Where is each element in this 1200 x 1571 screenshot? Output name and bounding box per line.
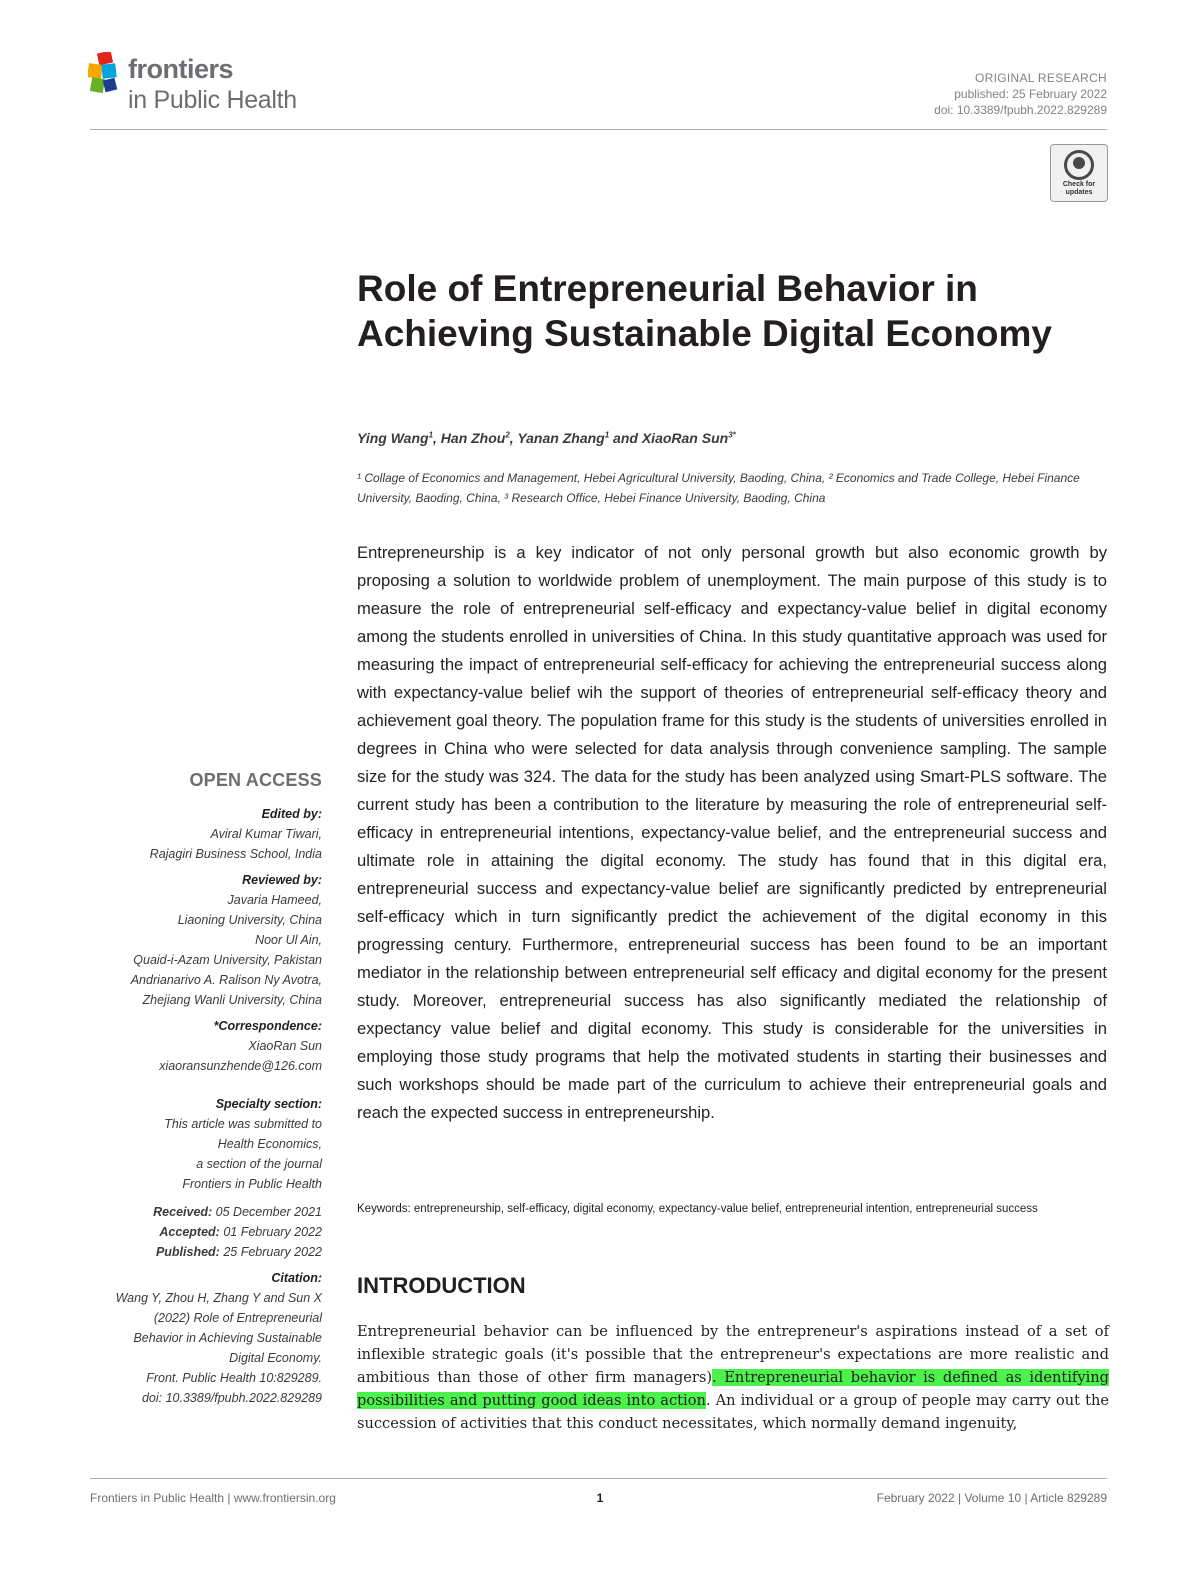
check-for-updates-badge[interactable] bbox=[1050, 144, 1108, 202]
citation-line: Wang Y, Zhou H, Zhang Y and Sun X bbox=[115, 1291, 322, 1305]
published-label: Published: bbox=[155, 1245, 220, 1259]
author-name[interactable]: Yanan Zhang bbox=[517, 430, 605, 446]
correspondence-email[interactable]: xiaoransunzhende@126.com bbox=[159, 1059, 322, 1073]
author-name[interactable]: XiaoRan Sun bbox=[641, 430, 729, 446]
logo-block bbox=[88, 63, 103, 79]
footer-divider bbox=[90, 1478, 1107, 1479]
article-info-sidebar bbox=[90, 770, 322, 1408]
author-separator: , bbox=[433, 430, 441, 446]
doi-link[interactable]: doi: 10.3389/fpubh.2022.829289 bbox=[934, 103, 1107, 117]
specialty-line: This article was submitted to bbox=[164, 1117, 322, 1131]
affiliations: ¹ Collage of Economics and Management, Hebei Agricultural University, Baoding, China, ² Economics and Trade College, Hebei Finance University, Baoding, China, ³ Research Office, Hebei Finance University, Baoding, China bbox=[357, 471, 1080, 505]
keywords-list: entrepreneurship, self-efficacy, digital economy, expectancy-value belief, entrepreneurial intention, entrepreneurial success bbox=[410, 1203, 1038, 1215]
reviewer-line: Javaria Hameed, bbox=[227, 893, 322, 907]
reviewed-by-label: Reviewed by: bbox=[242, 873, 322, 887]
keywords-label: Keywords: bbox=[357, 1203, 411, 1215]
abstract: Entrepreneurship is a key indicator of not only personal growth but also economic growth by proposing a solution to worldwide problem of unemployment. The main purpose of this study is to measure the role of entrepreneurial self-efficacy and expectancy-value belief in digital economy among the students enrolled in universities of China. In this study quantitative approach was used for measuring the impact of entrepreneurial self-efficacy for achieving the entrepreneurial success along with expectancy-value belief wih the support of theories of entrepreneurial self-efficacy theory and achievement goal theory. The population frame for this study is the students of universities enrolled in degrees in China who were selected for data analysis through convenience sampling. The sample size for the study was 324. The data for the study has been analyzed using Smart-PLS software. The current study has been a contribution to the literature by measuring the role of entrepreneurial self-efficacy in entrepreneurial intentions, expectancy-value belief, and the entrepreneurial success and ultimate role in attaining the digital economy. The study has found that in this digital era, entrepreneurial success and expectancy-value belief are significantly predicted by entrepreneurial self-efficacy which in turn significantly predict the achievement of the digital economy in this progressing century. Furthermore, entrepreneurial success has been found to be an important mediator in the relationship between entrepreneurial self efficacy and digital economy for the present study. Moreover, entrepreneurial success has also significantly mediated the relationship of expectancy value belief and digital economy. This study is considerable for the universities in employing those study programs that help the motivated students in starting their businesses and such workshops should be made part of the curriculum to achieve their entrepreneurial goals and reach the expected success in entrepreneurship. bbox=[357, 543, 1107, 1122]
keywords bbox=[357, 1199, 1109, 1219]
published-date: published: 25 February 2022 bbox=[954, 87, 1107, 101]
citation-doi[interactable]: doi: 10.3389/fpubh.2022.829289 bbox=[141, 1391, 322, 1405]
journal-logo bbox=[88, 50, 348, 120]
reviewer-line: Zhejiang Wanli University, China bbox=[142, 993, 322, 1007]
correspondence-name: XiaoRan Sun bbox=[248, 1039, 322, 1053]
frontiers-logo-icon bbox=[88, 52, 126, 98]
intro-text-continued: . An individual or a group of people may carry out the succession of activities that this conduct necessitates, which normally demand ingenuity, bbox=[357, 1392, 1109, 1432]
logo-block bbox=[97, 52, 113, 65]
badge-line2: updates bbox=[1065, 189, 1093, 196]
logo-block bbox=[101, 63, 116, 78]
article-meta-header bbox=[934, 70, 1107, 118]
specialty-section-label: Specialty section: bbox=[215, 1097, 322, 1111]
footer-issue-info: February 2022 | Volume 10 | Article 829289 bbox=[876, 1491, 1107, 1505]
reviewer-line: Noor Ul Ain, bbox=[255, 933, 322, 947]
accepted-value: 01 February 2022 bbox=[219, 1225, 322, 1239]
logo-wordmark: frontiers bbox=[128, 54, 234, 84]
citation-line: Front. Public Health 10:829289. bbox=[146, 1371, 322, 1385]
author-separator: and bbox=[609, 430, 642, 446]
header-divider bbox=[90, 129, 1107, 130]
author-name[interactable]: Han Zhou bbox=[440, 430, 506, 446]
published-value: 25 February 2022 bbox=[219, 1245, 322, 1259]
highlighted-text[interactable]: . Entrepreneurial behavior is defined as identifying possibilities and putting good ideas into action bbox=[357, 1369, 1109, 1409]
accepted-label: Accepted: bbox=[159, 1225, 220, 1239]
editor-name: Aviral Kumar Tiwari, bbox=[210, 827, 322, 841]
citation-line: (2022) Role of Entrepreneurial bbox=[153, 1311, 322, 1325]
received-label: Received: bbox=[153, 1205, 213, 1219]
received-value: 05 December 2021 bbox=[212, 1205, 322, 1219]
reviewer-line: Quaid-i-Azam University, Pakistan bbox=[133, 953, 322, 967]
editor-affil: Rajagiri Business School, India bbox=[149, 847, 322, 861]
published-date-sidebar bbox=[90, 1242, 322, 1262]
intro-text: Entrepreneurial behavior can be influenced by the entrepreneur's aspirations instead of a set of inflexible strategic goals (it's possible that the entrepreneur's expectations are more realistic and ambitious than those of other firm managers) bbox=[357, 1323, 1109, 1386]
logo-block bbox=[90, 77, 105, 93]
reviewer-line: Liaoning University, China bbox=[177, 913, 322, 927]
open-access-label: OPEN ACCESS bbox=[189, 770, 322, 790]
introduction-paragraph bbox=[357, 1320, 1109, 1435]
author-affil: 2 bbox=[505, 430, 510, 440]
footer-journal-link[interactable]: Frontiers in Public Health | www.frontiersin.org bbox=[90, 1491, 336, 1505]
reviewer-line: Andrianarivo A. Ralison Ny Avotra, bbox=[130, 973, 322, 987]
specialty-line: Frontiers in Public Health bbox=[182, 1177, 322, 1191]
citation-label: Citation: bbox=[271, 1271, 322, 1285]
article-title: Role of Entrepreneurial Behavior in Achieving Sustainable Digital Economy bbox=[357, 268, 1052, 354]
citation-line: Digital Economy. bbox=[229, 1351, 322, 1365]
author-list bbox=[357, 430, 736, 446]
citation-line: Behavior in Achieving Sustainable bbox=[133, 1331, 322, 1345]
specialty-line: Health Economics, bbox=[217, 1137, 322, 1151]
author-separator: , bbox=[509, 430, 518, 446]
page-number: 1 bbox=[596, 1491, 604, 1505]
article-type: ORIGINAL RESEARCH bbox=[974, 71, 1107, 85]
correspondence-label: *Correspondence: bbox=[213, 1019, 322, 1033]
received-date bbox=[90, 1202, 322, 1222]
article-dates bbox=[90, 1202, 322, 1262]
badge-line1: Check for bbox=[1062, 181, 1096, 188]
section-heading-introduction: INTRODUCTION bbox=[357, 1273, 526, 1298]
author-affil: 3* bbox=[728, 430, 736, 440]
accepted-date bbox=[90, 1222, 322, 1242]
logo-journal-name: in Public Health bbox=[128, 86, 297, 114]
author-affil: 1 bbox=[604, 430, 610, 440]
specialty-line: a section of the journal bbox=[196, 1157, 322, 1171]
crossmark-icon bbox=[1064, 150, 1094, 180]
author-affil: 1 bbox=[428, 430, 434, 440]
edited-by-label: Edited by: bbox=[261, 807, 322, 821]
author-name[interactable]: Ying Wang bbox=[357, 430, 429, 446]
